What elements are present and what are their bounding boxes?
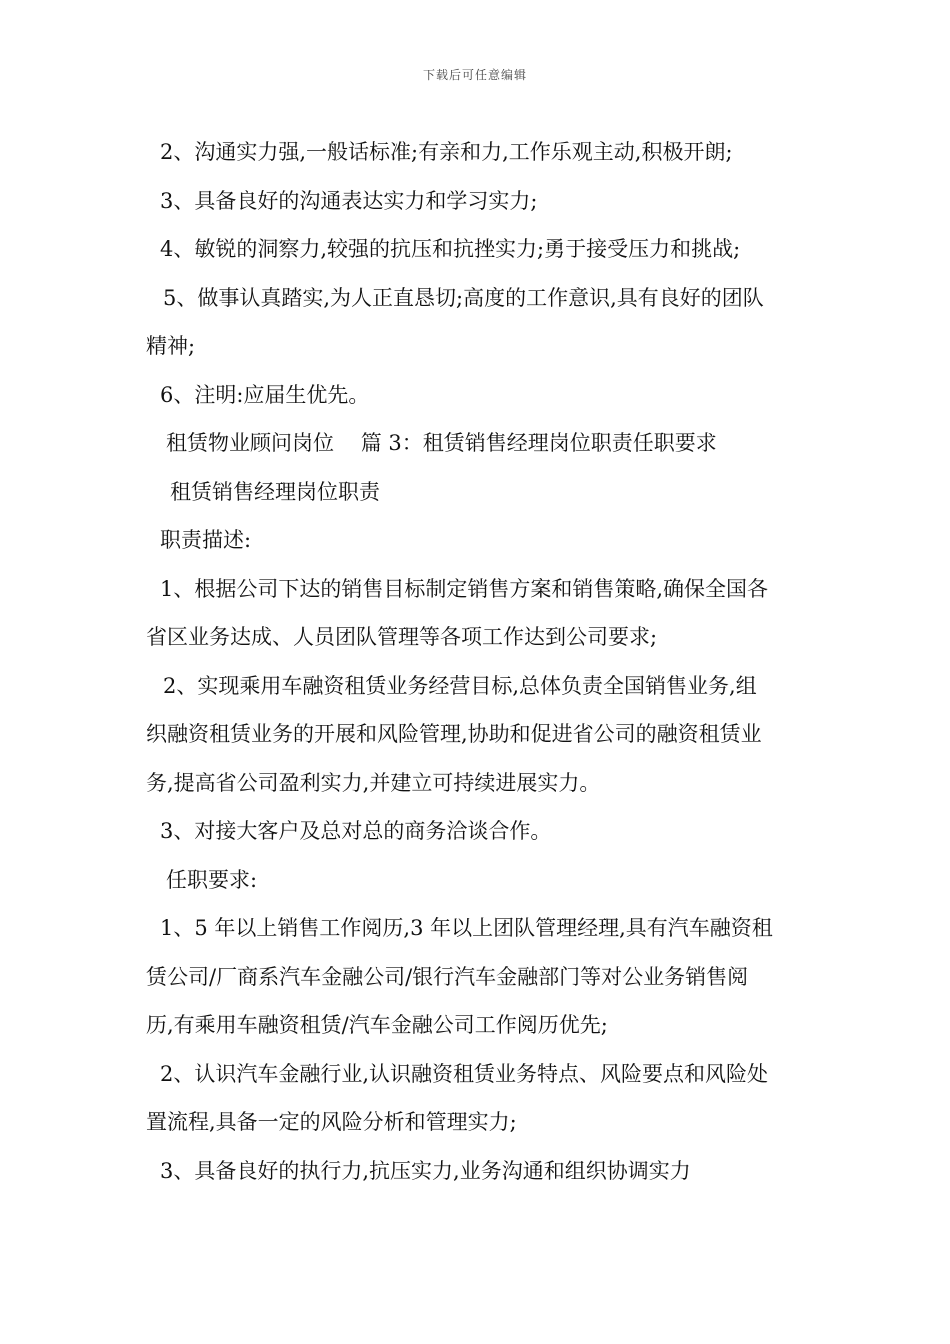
document-body [146, 128, 810, 1195]
paragraph-line: 2、实现乘用车融资租赁业务经营目标,总体负责全国销售业务,组 [163, 673, 757, 698]
paragraph-line: 省区业务达成、人员团队管理等各项工作达到公司要求; [146, 625, 658, 649]
paragraph-line: 置流程,具备一定的风险分析和管理实力; [146, 1110, 517, 1134]
paragraph-line: 织融资租赁业务的开展和风险管理,协助和促进省公司的融资租赁业 [146, 722, 762, 746]
paragraph-line: 4、敏锐的洞察力,较强的抗压和抗挫实力;勇于接受压力和挑战; [160, 237, 741, 261]
paragraph-line: 任职要求: [166, 867, 258, 892]
page-header: 下载后可任意编辑 [422, 68, 527, 82]
paragraph-line: 历,有乘用车融资租赁/汽车金融公司工作阅历优先; [146, 1013, 608, 1037]
paragraph-line: 3、对接大客户及总对总的商务洽谈合作。 [160, 819, 552, 843]
paragraph-line: 1、5 年以上销售工作阅历,3 年以上团队管理经理,具有汽车融资租 [160, 916, 773, 940]
paragraph-line: 精神; [146, 334, 196, 358]
paragraph-line: 3、具备良好的沟通表达实力和学习实力; [160, 188, 538, 213]
paragraph-line: 5、做事认真踏实,为人正直恳切;高度的工作意识,具有良好的团队 [163, 285, 764, 310]
paragraph-line: 务,提高省公司盈利实力,并建立可持续进展实力。 [146, 770, 601, 795]
section-subheading: 租赁销售经理岗位职责 [170, 479, 380, 504]
paragraph-line: 6、注明:应届生优先。 [160, 382, 370, 407]
paragraph-line: 3、具备良好的执行力,抗压实力,业务沟通和组织协调实力 [160, 1158, 691, 1183]
paragraph-line: 2、认识汽车金融行业,认识融资租赁业务特点、风险要点和风险处 [160, 1061, 769, 1086]
paragraph-line: 职责描述: [160, 528, 252, 552]
paragraph-line: 1、根据公司下达的销售目标制定销售方案和销售策略,确保全国各 [160, 576, 769, 601]
paragraph-line: 2、沟通实力强,一般话标准;有亲和力,工作乐观主动,积极开朗; [160, 140, 733, 164]
paragraph-line: 赁公司/厂商系汽车金融公司/银行汽车金融部门等对公业务销售阅 [146, 964, 749, 989]
section-heading: 租赁物业顾问岗位 篇 3：租赁销售经理岗位职责任职要求 [166, 431, 717, 455]
